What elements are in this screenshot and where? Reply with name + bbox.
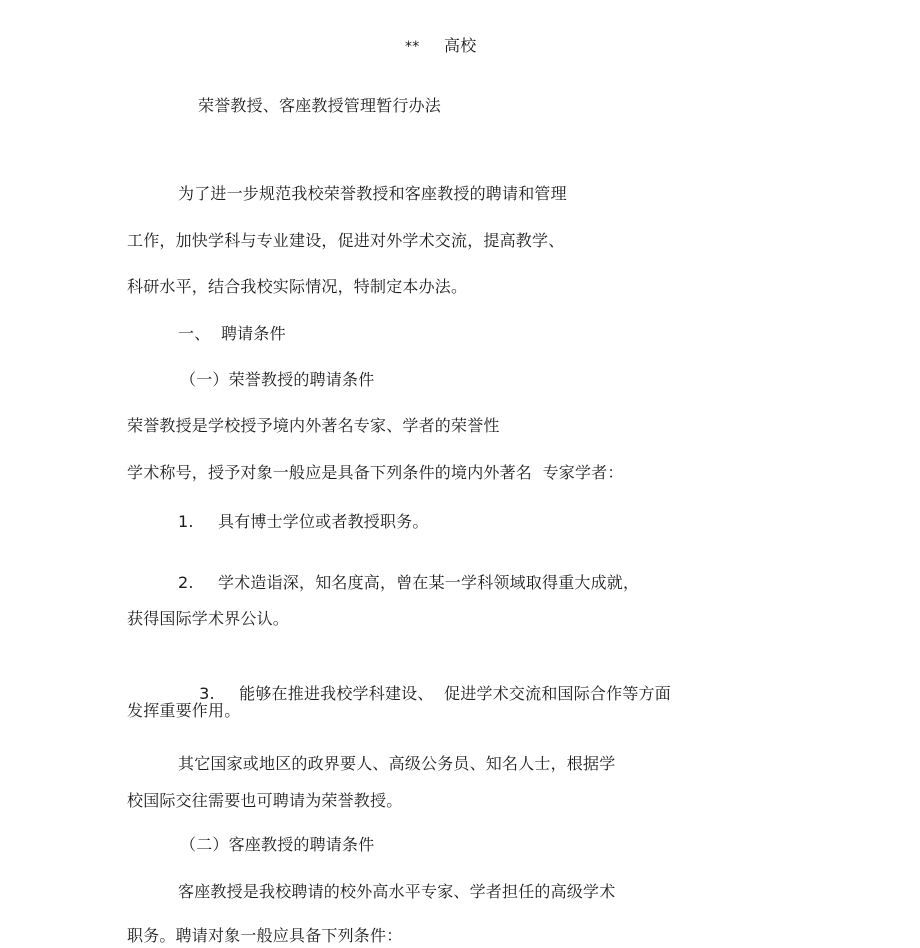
school-name: 高校 [444,36,477,55]
honorary-para-line-1: 荣誉教授是学校授予境内外著名专家、学者的荣誉性 [127,416,500,435]
document-title: 荣誉教授、客座教授管理暂行办法 [198,96,442,115]
intro-line-2: 工作，加快学科与专业建设，促进对外学术交流，提高教学、 [127,231,565,250]
list-number: 2. [178,573,194,592]
visiting-para-line-1: 客座教授是我校聘请的校外高水平专家、学者担任的高级学术 [178,882,616,901]
subsection-heading-visiting: （二）客座教授的聘请条件 [180,835,375,854]
honorary-para-line-2: 学术称号，授予对象一般应是具备下列条件的境内外著名 专家学者： [127,463,624,482]
list-item-continuation: 发挥重要作用。 [127,701,241,720]
list-item [178,512,429,532]
intro-line-3: 科研水平，结合我校实际情况，特制定本办法。 [127,277,468,296]
list-number: 3. [199,684,215,703]
subsection-heading-honorary: （一）荣誉教授的聘请条件 [180,370,375,389]
list-item [178,664,671,724]
other-para-line-1: 其它国家或地区的政界要人、高级公务员、知名人士，根据学 [178,754,616,773]
header-line [405,36,476,57]
section-heading: 一、 聘请条件 [178,324,286,343]
intro-line-1: 为了进一步规范我校荣誉教授和客座教授的聘请和管理 [178,184,567,203]
list-item-continuation: 获得国际学术界公认。 [127,609,290,628]
list-text: 能够在推进我校学科建设、 促进学术交流和国际合作等方面 [239,684,671,703]
list-item [178,573,639,593]
visiting-para-line-2: 职务。聘请对象一般应具备下列条件： [127,926,403,945]
redacted-name: ** [405,39,420,55]
list-text: 具有博士学位或者教授职务。 [218,512,429,531]
other-para-line-2: 校国际交往需要也可聘请为荣誉教授。 [127,791,403,810]
list-number: 1. [178,512,194,531]
list-text: 学术造诣深，知名度高，曾在某一学科领域取得重大成就， [218,573,640,592]
